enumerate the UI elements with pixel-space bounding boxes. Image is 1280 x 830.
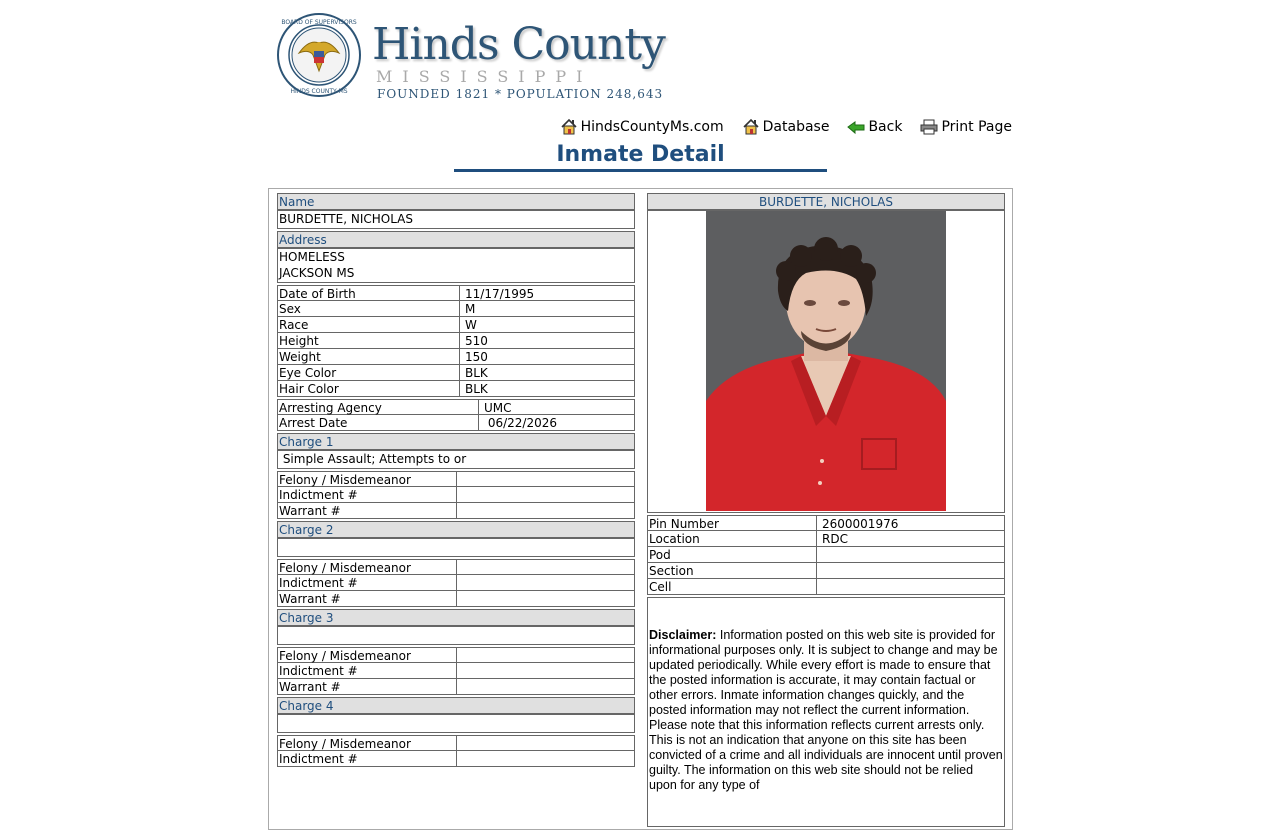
address-line1: HOMELESS <box>279 250 345 264</box>
arrest-date-value: 06/22/2026 <box>479 415 635 431</box>
cell-value <box>817 579 1005 595</box>
felony-misdemeanor-value <box>457 735 635 751</box>
nav-link-label: Back <box>868 119 903 135</box>
pin-number-value: 2600001976 <box>817 515 1005 531</box>
charge-label: Charge 3 <box>277 609 635 627</box>
nav-hindscountyms-link[interactable] <box>560 118 724 135</box>
page-title: Inmate Detail <box>556 142 725 167</box>
section-value <box>817 563 1005 579</box>
home-icon <box>560 118 578 135</box>
pod-label: Pod <box>647 547 817 563</box>
charge-3-details <box>277 647 635 695</box>
arrest-date-label: Arrest Date <box>277 415 479 431</box>
hair-color-value: BLK <box>460 381 635 397</box>
charge-description <box>277 715 635 733</box>
eye-color-value: BLK <box>460 365 635 381</box>
photo-box <box>647 211 1005 513</box>
svg-text:HINDS COUNTY MS: HINDS COUNTY MS <box>290 88 348 95</box>
nav-link-label: HindsCountyMs.com <box>580 119 724 135</box>
height-value: 510 <box>460 333 635 349</box>
nav-print-link[interactable] <box>920 118 1012 135</box>
pod-value <box>817 547 1005 563</box>
nav-link-label: Print Page <box>941 119 1012 135</box>
charge-label: Charge 4 <box>277 697 635 715</box>
indictment-label: Indictment # <box>277 487 457 503</box>
nav-database-link[interactable] <box>742 118 830 135</box>
arresting-agency-label: Arresting Agency <box>277 399 479 415</box>
charge-3-section <box>277 609 635 645</box>
page-title-block <box>454 141 827 172</box>
warrant-value <box>457 503 635 519</box>
address-label: Address <box>277 231 635 249</box>
sex-value: M <box>460 301 635 317</box>
disclaimer-label: Disclaimer: <box>649 628 717 642</box>
hair-color-label: Hair Color <box>277 381 460 397</box>
address-section <box>277 231 635 283</box>
county-seal-icon <box>277 13 361 97</box>
felony-misdemeanor-value <box>457 559 635 575</box>
disclaimer-text: Information posted on this web site is provided for informational purposes only. It is subject to change and may be updated periodically. While every effort is made to ensure that the posted information is accurate, it may contain factual or other errors. Inmate information changes quickly, and the posted information may not reflect the current information. Please note that this information reflects current arrests only. This is not an indication that anyone on this site has been convicted of a crime and all individuals are innocent until proven guilty. The information on this web site should not be relied upon for any type of <box>649 628 1003 792</box>
charge-1-section <box>277 433 635 469</box>
dob-label: Date of Birth <box>277 285 460 301</box>
felony-misdemeanor-value <box>457 647 635 663</box>
race-value: W <box>460 317 635 333</box>
charge-description: Simple Assault; Attempts to or <box>277 451 635 469</box>
address-line2: JACKSON MS <box>279 266 355 280</box>
cell-label: Cell <box>647 579 817 595</box>
indictment-label: Indictment # <box>277 663 457 679</box>
name-label: Name <box>277 193 635 211</box>
felony-misdemeanor-value <box>457 471 635 487</box>
name-section <box>277 193 635 229</box>
inmate-detail-frame <box>268 188 1013 830</box>
home-icon <box>742 118 760 135</box>
indictment-label: Indictment # <box>277 751 457 767</box>
site-founded: FOUNDED 1821 * POPULATION 248,643 <box>377 87 664 101</box>
warrant-label: Warrant # <box>277 679 457 695</box>
nav-link-label: Database <box>762 119 830 135</box>
sex-label: Sex <box>277 301 460 317</box>
indictment-value <box>457 663 635 679</box>
warrant-label: Warrant # <box>277 503 457 519</box>
back-arrow-icon <box>847 121 865 135</box>
photo-header: BURDETTE, NICHOLAS <box>647 193 1005 211</box>
location-value: RDC <box>817 531 1005 547</box>
dob-value: 11/17/1995 <box>460 285 635 301</box>
charge-label: Charge 1 <box>277 433 635 451</box>
section-label: Section <box>647 563 817 579</box>
top-nav <box>560 118 1012 135</box>
felony-misdemeanor-label: Felony / Misdemeanor <box>277 559 457 575</box>
printer-icon <box>920 119 938 135</box>
charge-4-details <box>277 735 635 767</box>
inmate-mugshot <box>706 211 946 511</box>
inmate-info-column <box>277 193 635 769</box>
height-label: Height <box>277 333 460 349</box>
weight-label: Weight <box>277 349 460 365</box>
title-underline <box>454 169 827 172</box>
location-label: Location <box>647 531 817 547</box>
site-brand <box>372 19 665 102</box>
race-label: Race <box>277 317 460 333</box>
pin-number-label: Pin Number <box>647 515 817 531</box>
warrant-value <box>457 679 635 695</box>
name-value: BURDETTE, NICHOLAS <box>277 211 635 229</box>
felony-misdemeanor-label: Felony / Misdemeanor <box>277 735 457 751</box>
charge-1-details <box>277 471 635 519</box>
custody-table <box>647 515 1005 595</box>
site-title: Hinds County <box>372 19 665 70</box>
arrest-table <box>277 399 635 431</box>
inmate-photo-column <box>647 193 1005 827</box>
indictment-value <box>457 751 635 767</box>
charge-label: Charge 2 <box>277 521 635 539</box>
felony-misdemeanor-label: Felony / Misdemeanor <box>277 471 457 487</box>
weight-value: 150 <box>460 349 635 365</box>
disclaimer <box>647 597 1005 827</box>
charge-2-details <box>277 559 635 607</box>
charge-description <box>277 539 635 557</box>
warrant-value <box>457 591 635 607</box>
indictment-value <box>457 575 635 591</box>
eye-color-label: Eye Color <box>277 365 460 381</box>
felony-misdemeanor-label: Felony / Misdemeanor <box>277 647 457 663</box>
charge-4-section <box>277 697 635 733</box>
site-state: MISSISSIPPI <box>376 67 593 86</box>
indictment-value <box>457 487 635 503</box>
address-value <box>277 249 635 283</box>
charge-description <box>277 627 635 645</box>
indictment-label: Indictment # <box>277 575 457 591</box>
arresting-agency-value: UMC <box>479 399 635 415</box>
charge-2-section <box>277 521 635 557</box>
physical-table <box>277 285 635 397</box>
nav-back-link[interactable] <box>847 118 902 135</box>
svg-text:BOARD OF SUPERVISORS: BOARD OF SUPERVISORS <box>281 19 357 26</box>
warrant-label: Warrant # <box>277 591 457 607</box>
